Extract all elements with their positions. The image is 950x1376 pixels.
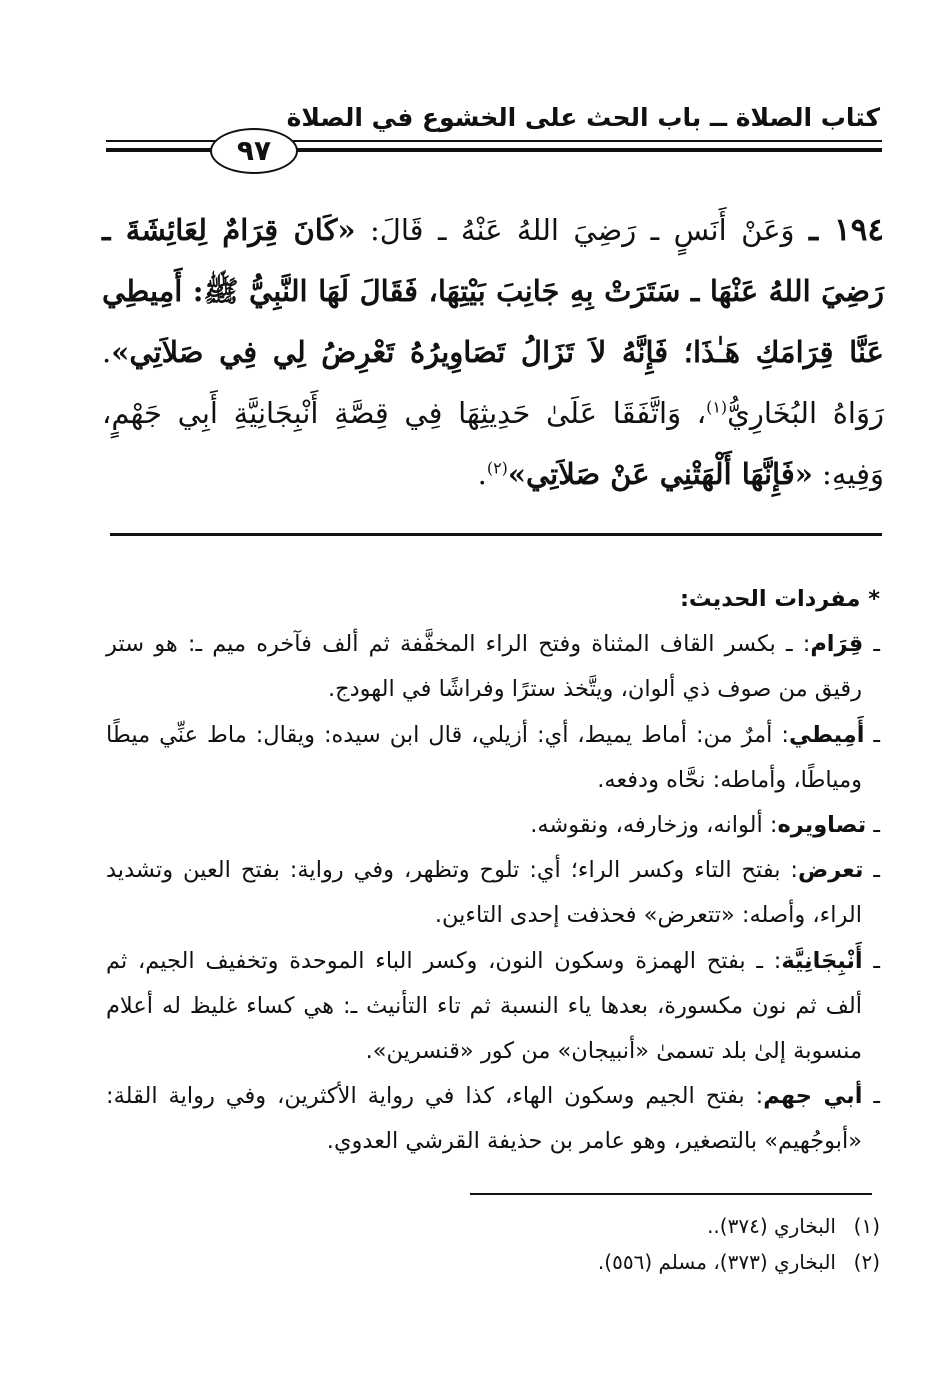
- vocabulary-heading: * مفردات الحديث:: [679, 586, 880, 612]
- entry-term: أَمِيطي: [788, 721, 865, 748]
- entry-term: تعرض: [798, 857, 864, 884]
- entry-term: أَنْبِجَانِيَّة: [781, 947, 863, 974]
- footnote-ref-2: (٢): [486, 458, 508, 478]
- footnote-ref-1: (١): [706, 397, 728, 417]
- hadith-quote: «كَانَ قِرَامٌ لِعَائِشَةَ ـ رَضِيَ اللهُ عَنْهَا ـ سَتَرَتْ بِهِ جَانِبَ بَيْتِهَا، فَقَالَ لَهَا النَّبِيُّ ﷺ: أَمِيطِي عَنَّا قِرَامَكِ هَـٰذَا؛ فَإِنَّهُ لاَ تَزَالُ تَصَاوِيرُهُ تَعْرِضُ لِي فِي صَلاَتِي»: [102, 213, 884, 369]
- entry-dash: ـ: [863, 857, 880, 884]
- footnote: [106, 1208, 880, 1244]
- footnote-divider: [470, 1193, 872, 1195]
- vocab-entry: [106, 713, 880, 803]
- entry-text: : ـ بكسر القاف المثناة وفتح الراء المخفَّفة ثم ألف فآخره ميم ـ: هو ستر رقيق من صوف ذي ألوان، ويتَّخذ سترًا وفراشًا في الهودج.: [106, 631, 862, 703]
- entry-term: تصاويره: [777, 812, 867, 839]
- hadith-number: ١٩٤ ـ: [808, 212, 884, 248]
- vocab-entry: [106, 939, 880, 1075]
- entry-dash: ـ: [864, 721, 880, 748]
- entry-dash: ـ: [866, 812, 880, 839]
- vocab-entry: [106, 803, 880, 848]
- entry-term: قِرَام: [810, 631, 864, 658]
- entry-text: : بفتح التاء وكسر الراء؛ أي: تلوح وتظهر، وفي رواية: بفتح العين وتشديد الراء، وأصله: «تتعرض» فحذفت إحدى التاءين.: [106, 857, 862, 929]
- entry-dash: ـ: [862, 1083, 880, 1110]
- entry-text: : أمرٌ من: أماط يميط، أي: أزيلي، قال ابن سيده: ويقال: ماط عنِّي ميطًا ومياطًا، وأماطه: نحَّاه ودفعه.: [106, 721, 862, 793]
- vocab-entry: [106, 1074, 880, 1164]
- footnote-text: البخاري (٣٧٣)، مسلم (٥٥٦).: [597, 1250, 836, 1274]
- hadith-opening: وَعَنْ أَنَسٍ ـ رَضِيَ اللهُ عَنْهُ ـ قَالَ:: [355, 213, 795, 247]
- footnotes: [106, 1208, 880, 1280]
- hadith-narration: . رَوَاهُ البُخَارِيُّ: [102, 335, 884, 430]
- running-title: كتاب الصلاة ــ باب الحث على الخشوع في الصلاة: [286, 103, 880, 132]
- footnote-text: البخاري (٣٧٤)..: [707, 1214, 836, 1238]
- entry-dash: ـ: [862, 947, 880, 974]
- footnote: [106, 1244, 880, 1280]
- hadith-end: .: [477, 457, 487, 491]
- entry-text: : ـ بفتح الهمزة وسكون النون، وكسر الباء الموحدة وتخفيف الجيم، ثم ألف ثم نون مكسورة، بعدها ياء النسبة ثم تاء التأنيث ـ: هي كساء غليظ له أعلام منسوبة إلىٰ بلد تسمىٰ «أنبيجان» من كور «قنسرين».: [106, 947, 862, 1065]
- section-divider: [110, 533, 882, 536]
- vocab-entry: [106, 848, 880, 938]
- page-number: ٩٧: [210, 128, 298, 174]
- vocab-entry: [106, 622, 880, 712]
- vocabulary-section: [106, 577, 880, 1165]
- entry-text: : بفتح الجيم وسكون الهاء، كذا في رواية الأكثرين، وفي رواية القلة: «أبوجُهيم» بالتصغير، وهو عامر بن حذيفة القرشي العدوي.: [106, 1083, 862, 1155]
- entry-dash: ـ: [863, 631, 881, 658]
- hadith-quote-2: «فَإِنَّهَا أَلْهَتْنِي عَنْ صَلاَتِي»: [507, 457, 813, 491]
- hadith-middle: ، وَاتَّفَقَا عَلَىٰ حَدِيثِهَا فِي قِصَّةِ أَنْبِجَانِيَّةِ أَبِي جَهْمٍ، وَفِيهِ:: [102, 396, 884, 491]
- entry-term: أبي جهم: [763, 1083, 863, 1110]
- hadith-text: [102, 200, 884, 505]
- footnote-marker: (٢): [853, 1250, 880, 1274]
- entry-text: : ألوانه، وزخارفه، ونقوشه.: [530, 812, 778, 839]
- footnote-marker: (١): [853, 1214, 880, 1238]
